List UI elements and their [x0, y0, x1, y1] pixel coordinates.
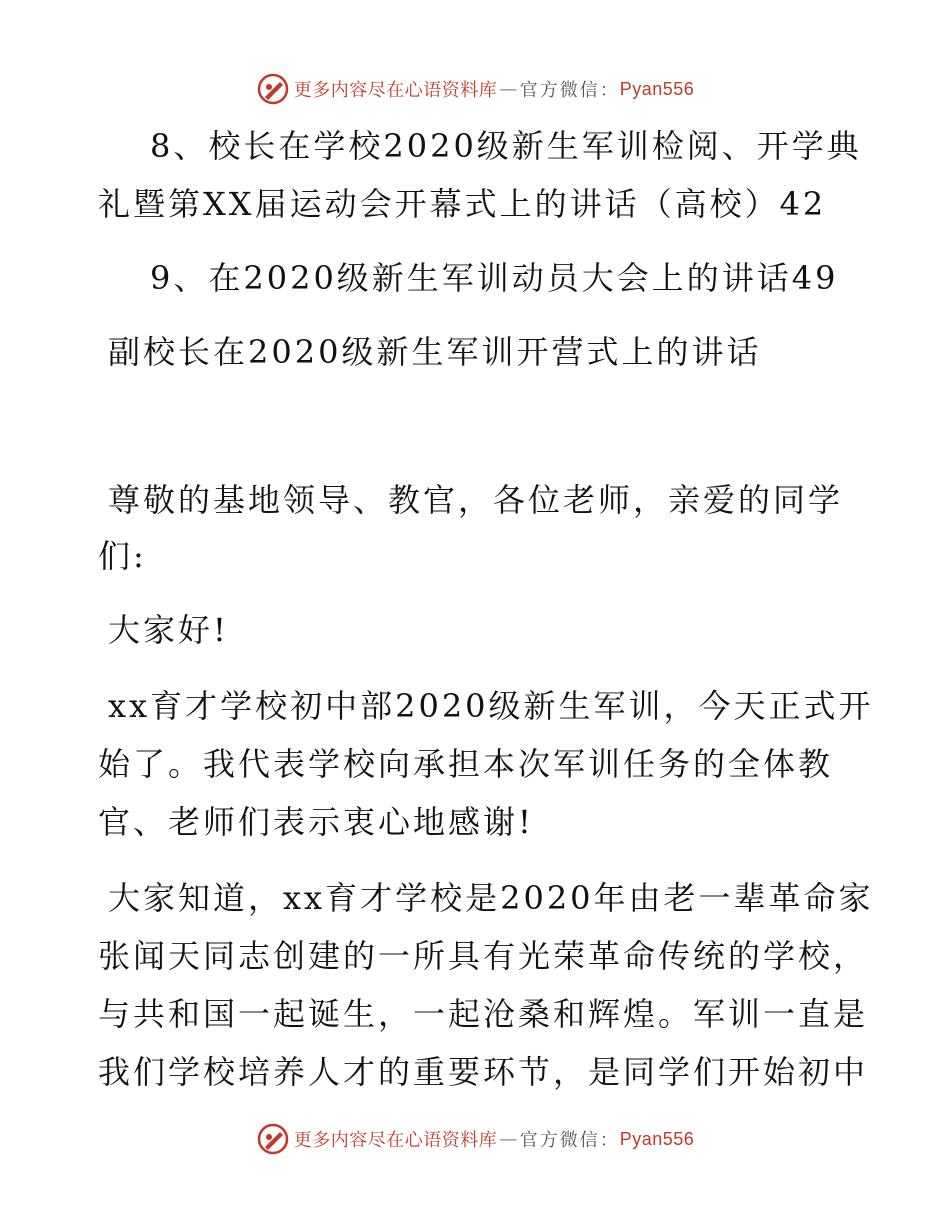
watermark-text: 更多内容尽在心语资料库 [293, 1130, 498, 1151]
watermark-separator: — [499, 1128, 518, 1150]
watermark-label: 官方微信： [519, 80, 620, 101]
greeting: 大家好! [108, 611, 229, 649]
paragraph-line: 始了。我代表学校向承担本次军训任务的全体教 [98, 745, 834, 783]
header-watermark [0, 72, 950, 106]
salutation-line2: 们: [98, 537, 147, 575]
logo-icon [256, 72, 290, 106]
paragraph-line: 大家知道，xx育才学校是2020年由老一辈革命家 [108, 879, 874, 917]
paragraph-line: xx育才学校初中部2020级新生军训，今天正式开 [108, 687, 874, 725]
logo-icon [256, 1122, 290, 1156]
watermark-separator: — [499, 78, 518, 100]
paragraph-line: 我们学校培养人才的重要环节，是同学们开始初中 [98, 1053, 869, 1091]
watermark-text: 更多内容尽在心语资料库 [293, 80, 498, 101]
paragraph-line: 与共和国一起诞生，一起沧桑和辉煌。军训一直是 [98, 995, 869, 1033]
watermark-label: 官方微信： [519, 1130, 620, 1151]
salutation-line1: 尊敬的基地领导、教官，各位老师，亲爱的同学 [108, 481, 844, 519]
toc-item-8-line1: 8、校长在学校2020级新生军训检阅、开学典 [150, 127, 862, 165]
paragraph-line: 张闻天同志创建的一所具有光荣革命传统的学校， [98, 937, 869, 975]
footer-watermark [0, 1122, 950, 1156]
toc-item-9: 9、在2020级新生军训动员大会上的讲话49 [150, 259, 839, 297]
section-title: 副校长在2020级新生军训开营式上的讲话 [108, 333, 762, 371]
watermark-id: Pyan556 [619, 1128, 695, 1149]
toc-item-8-line2: 礼暨第XX届运动会开幕式上的讲话（高校）42 [98, 185, 827, 223]
paragraph-line: 官、老师们表示衷心地感谢! [98, 803, 534, 841]
watermark-id: Pyan556 [619, 78, 695, 99]
